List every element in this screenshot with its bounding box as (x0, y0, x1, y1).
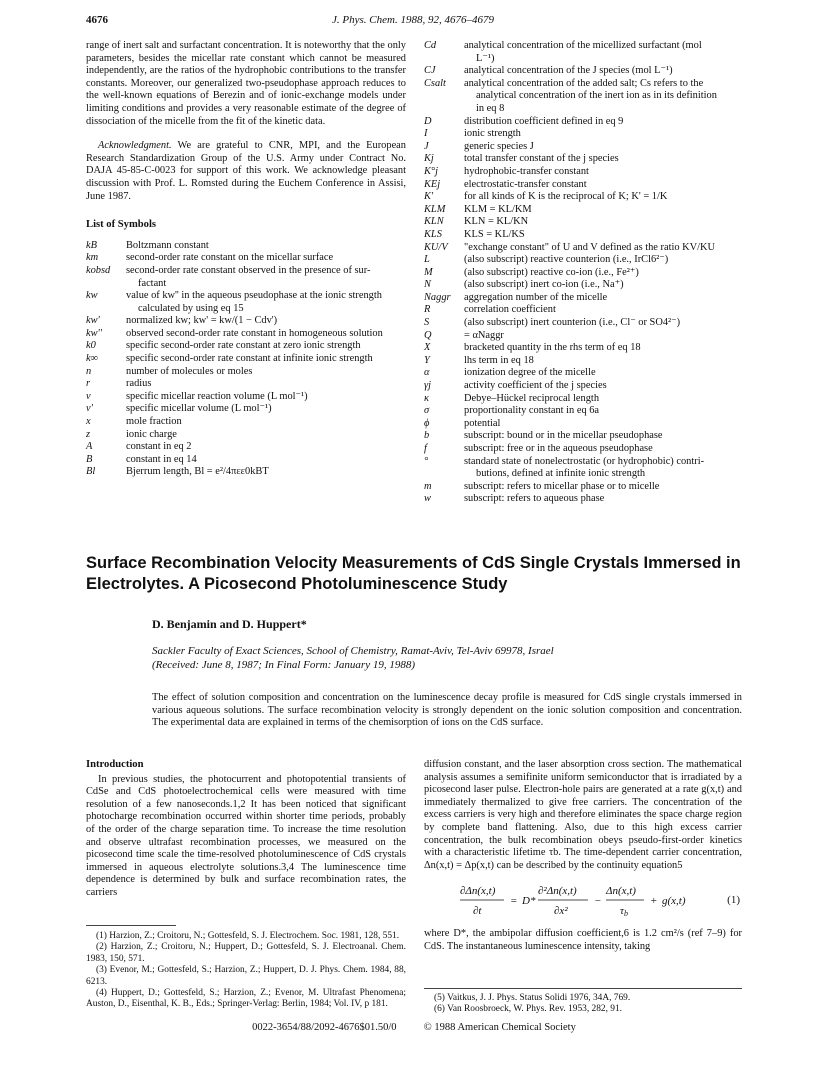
symbol: k∞ (86, 353, 99, 365)
svg-text:τb: τb (620, 905, 628, 918)
symbol: K°j (424, 165, 438, 177)
symbol-entry (424, 279, 742, 292)
running-header (86, 14, 740, 28)
symbol-entry (424, 380, 742, 393)
symbol: L (424, 254, 430, 266)
definition-line: Debye–Hückel reciprocal length (464, 392, 600, 404)
definition-line: value of kw'' in the aqueous pseudophase at the ionic strength (126, 290, 382, 302)
definition-line: (also subscript) inert co-ion (i.e., Na⁺) (464, 279, 624, 291)
symbol: kw'' (86, 327, 102, 339)
symbol: A (86, 441, 93, 453)
symbol-definition (464, 204, 742, 217)
definition-line: lhs term in eq 18 (464, 354, 534, 366)
symbol: ϕ (424, 417, 430, 429)
symbol-entry (424, 229, 742, 242)
definition-line: in eq 8 (476, 102, 505, 114)
symbol-entry (86, 403, 406, 416)
definition-line: KLS = KL/KS (464, 228, 525, 240)
symbol-entry (86, 454, 406, 467)
symbol: Bl (86, 466, 96, 478)
symbol-entry (86, 290, 406, 315)
symbol-entry (86, 441, 406, 454)
symbol-definition (126, 340, 406, 353)
title-line-2: Electrolytes. A Picosecond Photoluminescence Study (86, 575, 508, 593)
symbol-entry (424, 456, 742, 481)
symbol: κ (424, 392, 429, 404)
symbol-entry (424, 141, 742, 154)
symbol-definition (464, 292, 742, 305)
symbol-definition (126, 466, 406, 479)
svg-text:∂Δn(x,t): ∂Δn(x,t) (460, 885, 496, 897)
symbol: n (86, 365, 92, 377)
symbol-definition (464, 380, 742, 393)
definition-line: total transfer constant of the j species (464, 153, 619, 165)
symbol-entry (424, 166, 742, 179)
definition-line: specific micellar reaction volume (L mol⁻¹) (126, 390, 308, 402)
definition-line: (also subscript) inert counterion (i.e., Cl⁻ or SO4²⁻) (464, 317, 681, 329)
symbol: K' (424, 191, 434, 203)
symbol-definition (464, 216, 742, 229)
symbol-entry (424, 267, 742, 280)
symbol: N (424, 279, 431, 291)
symbol-entry (424, 153, 742, 166)
definition-line: specific micellar volume (L mol⁻¹) (126, 403, 272, 415)
symbol: I (424, 128, 428, 140)
svg-text:Δn(x,t): Δn(x,t) (606, 885, 636, 897)
title-line-1: Surface Recombination Velocity Measurements of CdS Single Crystals Immersed in (86, 554, 741, 572)
symbol: Q (424, 329, 432, 341)
affiliation-line: Sackler Faculty of Exact Sciences, School of Chemistry, Ramat-Aviv, Tel-Aviv 69978, Israel (152, 645, 554, 657)
symbol-entry (424, 216, 742, 229)
symbol: Csalt (424, 77, 446, 89)
symbol-entry (424, 430, 742, 443)
symbol-entry (424, 179, 742, 192)
acknowledgment-text: We are grateful to CNR, MPI, and the European Research Standardization Group of the U.S. Army under Contract No. DAJA 45-85-C-0023 for support of this work. We acknowledge pleasant discussion with Prof. L. Romsted during the Euchem Conference in Assisi, June 1987. (86, 140, 406, 202)
definition-line: calculated by using eq 15 (138, 302, 244, 314)
symbol-definition (464, 405, 742, 418)
definition-line: electrostatic-transfer constant (464, 178, 587, 190)
footnotes-right (424, 993, 742, 1016)
symbol: z (86, 428, 91, 440)
symbols-list-right (424, 40, 742, 506)
symbol-entry (424, 204, 742, 217)
symbol: v (86, 390, 91, 402)
definition-line: (also subscript) reactive counterion (i.e., IrCl6²⁻) (464, 254, 669, 266)
definition-line: butions, defined at infinite ionic strength (476, 468, 646, 480)
symbol-entry (424, 405, 742, 418)
definition-line: second-order rate constant observed in the presence of sur- (126, 264, 371, 276)
symbol: x (86, 416, 91, 428)
definition-line: factant (138, 277, 167, 289)
symbol-definition (464, 493, 742, 506)
symbol-definition (126, 391, 406, 404)
symbol-entry (424, 317, 742, 330)
symbol: KLM (424, 203, 446, 215)
symbol: Cd (424, 40, 437, 51)
definition-line: second-order rate constant on the micellar surface (126, 252, 334, 264)
symbol: f (424, 443, 427, 454)
symbol-entry (424, 418, 742, 431)
symbol-entry (424, 443, 742, 456)
svg-text:+: + (650, 895, 658, 907)
symbol-entry (424, 128, 742, 141)
symbol-entry (424, 116, 742, 129)
symbol: kw' (86, 315, 100, 327)
abstract: The effect of solution composition and concentration on the luminescence decay profile is measured for CdS single crystals immersed in various aqueous solutions. The surface recombination velocity is strongly dependent on the ionic solution composition and concentration. The experimental data are explained in terms of the chemisorption of ions on the CdS surface. (152, 692, 742, 729)
definition-line: standard state of nonelectrostatic (or hydrophobic) contri- (464, 455, 705, 467)
symbol: w (424, 493, 431, 505)
definition-line: specific second-order rate constant at infinite ionic strength (126, 353, 373, 365)
symbol: k0 (86, 340, 96, 352)
symbol-definition (464, 229, 742, 242)
definition-line: subscript: refers to aqueous phase (464, 493, 605, 505)
acknowledgment-label: Acknowledgment. (98, 140, 172, 152)
definition-line: ionic strength (464, 128, 521, 140)
symbol-definition (126, 290, 406, 315)
symbol-entry (424, 78, 742, 116)
footnote: (4) Huppert, D.; Gottesfeld, S.; Harzion, Z.; Evenor, M. Ultrafast Phenomena; Auston, D., Eisenthal, K. B., Eds.; Springer-Verlag: Berlin, 1984; Vol. IV, p 181. (86, 988, 406, 1010)
svg-text:g(x,t): g(x,t) (662, 895, 686, 907)
symbol-definition (126, 416, 406, 429)
symbol-definition (126, 328, 406, 341)
symbol-entry (424, 65, 742, 78)
article-left-column (86, 759, 406, 900)
symbol-definition (126, 403, 406, 416)
symbol: KLS (424, 228, 442, 240)
symbol-entry (86, 240, 406, 253)
symbol-entry (424, 304, 742, 317)
definition-line: ionic charge (126, 428, 177, 440)
symbol-definition (126, 240, 406, 253)
symbol-definition (464, 317, 742, 330)
symbol: m (424, 480, 432, 492)
symbol-definition (464, 128, 742, 141)
symbol-entry (424, 493, 742, 506)
symbol-definition (464, 456, 742, 481)
definition-line: ionization degree of the micelle (464, 367, 596, 379)
symbol-definition (464, 65, 742, 78)
footnote: (2) Harzion, Z.; Croitoru, N.; Huppert, D.; Gottesfeld, S. J. Electroanal. Chem. 1983, 150, 571. (86, 942, 406, 964)
definition-line: mole fraction (126, 416, 182, 428)
symbol-definition (464, 279, 742, 292)
symbol-definition (464, 153, 742, 166)
equation-graphic (460, 880, 742, 922)
footnote: (6) Van Roosbroeck, W. Phys. Rev. 1953, 282, 91. (434, 1004, 623, 1015)
symbol: M (424, 266, 433, 278)
symbol-definition (126, 315, 406, 328)
symbol-definition (126, 441, 406, 454)
symbol-entry (86, 429, 406, 442)
affiliation (152, 644, 712, 672)
symbol-entry (86, 252, 406, 265)
footnote: (1) Harzion, Z.; Croitoru, N.; Gottesfeld, S. J. Electrochem. Soc. 1981, 128, 551. (96, 931, 400, 941)
symbol-definition (464, 304, 742, 317)
definition-line: activity coefficient of the j species (464, 380, 607, 392)
symbol-entry (424, 367, 742, 380)
definition-line: subscript: free or in the aqueous pseudophase (464, 443, 653, 454)
symbol-entry (86, 366, 406, 379)
prev-article-left-column (86, 40, 406, 479)
symbol: kw (86, 290, 98, 302)
symbol-entry (86, 378, 406, 391)
symbol: ° (424, 455, 429, 467)
symbol-entry (86, 340, 406, 353)
symbol: X (424, 342, 431, 354)
symbol: v' (86, 403, 93, 415)
symbol: J (424, 140, 429, 152)
definition-line: bracketed quantity in the rhs term of eq 18 (464, 342, 641, 354)
symbol-entry (424, 355, 742, 368)
symbols-list-left (86, 240, 406, 479)
right-paragraph-1: diffusion constant, and the laser absorption cross section. The mathematical analysis assumes a semifinite uniform semiconductor that is irradiated by a picosecond laser pulse. Electron-hole pairs are generated at a rate g(x,t) and immediately thermalized to give free carriers. The concentration of the excess carriers is very high and therefore eliminates the space charge region by complete band flattening. Also, due to this high excess carrier concentration, the bulk recombination obeys pseudo-first-order kinetics with a characteristic lifetime τb. The time-dependent carrier concentration, Δn(x,t) = Δp(x,t) can be described by the continuity equation5 (424, 759, 742, 871)
symbol-definition (464, 418, 742, 431)
definition-line: (also subscript) reactive co-ion (i.e., Fe²⁺) (464, 266, 639, 278)
symbol-entry (424, 40, 742, 65)
symbol-definition (464, 430, 742, 443)
symbol: kB (86, 239, 97, 251)
definition-line: KLN = KL/KN (464, 216, 529, 228)
definition-line: subscript: refers to micellar phase or to micelle (464, 480, 660, 492)
svg-text:∂x²: ∂x² (554, 905, 568, 917)
symbol-definition (126, 366, 406, 379)
definition-line: constant in eq 2 (126, 441, 192, 453)
definition-line: Boltzmann constant (126, 239, 209, 251)
article-code: 0022-3654/88/2092-4676$01.50/0 (252, 1022, 397, 1033)
symbol-definition (126, 429, 406, 442)
definition-line: L⁻¹) (476, 52, 495, 64)
symbol-definition (464, 242, 742, 255)
symbol-entry (86, 328, 406, 341)
symbol: γj (424, 380, 431, 392)
symbol-definition (126, 252, 406, 265)
definition-line: potential (464, 417, 501, 429)
symbol-definition (464, 393, 742, 406)
svg-text:∂t: ∂t (473, 905, 482, 917)
symbol-definition (464, 443, 742, 456)
definition-line: KLM = KL/KM (464, 203, 532, 215)
svg-text:=: = (510, 895, 518, 907)
symbol: Naggr (424, 291, 451, 303)
continuity-equation (460, 880, 742, 922)
definition-line: analytical concentration of the J species (mol L⁻¹) (464, 65, 673, 77)
definition-line: for all kinds of K is the reciprocal of K; K' = 1/K (464, 191, 668, 203)
received-dates: (Received: June 8, 1987; In Final Form: January 19, 1988) (152, 659, 416, 671)
symbol: σ (424, 405, 430, 417)
symbol-definition (464, 367, 742, 380)
introduction-heading: Introduction (86, 759, 144, 770)
symbol-definition (464, 355, 742, 368)
symbol-definition (126, 353, 406, 366)
symbol: km (86, 252, 99, 264)
symbol: kobsd (86, 264, 111, 276)
definition-line: correlation coefficient (464, 304, 556, 316)
symbol-entry (424, 242, 742, 255)
definition-line: analytical concentration of the inert ion as in its definition (476, 90, 717, 102)
definition-line: generic species J (464, 140, 534, 152)
footnotes-left (86, 931, 406, 1011)
symbol: R (424, 304, 431, 316)
symbol-definition (464, 166, 742, 179)
symbol: D (424, 115, 432, 127)
definition-line: observed second-order rate constant in homogeneous solution (126, 327, 383, 339)
page-number: 4676 (86, 14, 108, 26)
symbols-heading: List of Symbols (86, 219, 157, 231)
symbol-definition (126, 454, 406, 467)
definition-line: Bjerrum length, Bl = e²/4πεε0kBT (126, 466, 269, 478)
definition-line: "exchange constant" of U and V defined as the ratio KV/KU (464, 241, 716, 253)
definition-line: distribution coefficient defined in eq 9 (464, 115, 624, 127)
symbol: KEj (424, 178, 441, 190)
footnote-rule-right (424, 988, 742, 989)
symbol: KU/V (424, 241, 448, 253)
symbol-entry (86, 265, 406, 290)
symbol-entry (86, 391, 406, 404)
equation-number: (1) (727, 894, 740, 906)
symbol-entry (424, 254, 742, 267)
symbol: α (424, 367, 430, 379)
symbol: CJ (424, 65, 436, 77)
definition-line: hydrophobic-transfer constant (464, 165, 589, 177)
symbol-definition (464, 141, 742, 154)
svg-text:−: − (594, 895, 602, 907)
definition-line: = αNaggr (464, 329, 504, 341)
symbol: S (424, 317, 430, 329)
symbol-definition (464, 267, 742, 280)
definition-line: analytical concentration of the added salt; Cs refers to the (464, 77, 704, 89)
symbol-definition (464, 342, 742, 355)
symbol-definition (464, 330, 742, 343)
symbol: r (86, 378, 91, 390)
acknowledgment (86, 140, 406, 203)
symbol-entry (424, 481, 742, 494)
right-paragraph-2: where D*, the ambipolar diffusion coefficient,6 is 1.2 cm²/s (ref 7–9) for CdS. The instantaneous luminescence intensity, taking (424, 928, 742, 952)
symbol-entry (86, 353, 406, 366)
definition-line: normalized kw; kw' = kw/(1 − Cdv') (126, 315, 278, 327)
symbol-definition (464, 116, 742, 129)
symbol-definition (464, 254, 742, 267)
article-title (86, 553, 742, 595)
symbol-entry (86, 416, 406, 429)
introduction-paragraph: In previous studies, the photocurrent and photopotential transients of CdSe and CdS photoelectrochemical cells were measured with time resolution of a few nanoseconds.1,2 It has been noticed that significant photocharge recombination occurred within shorter time periods, probably of the order of the charge separation time. To increase the time resolution and observe ultrafast recombination processes, we measured on the picosecond time scale the time-resolved photoluminescence of CdS crystals immersed in aqueous electrolyte solutions.3,4 The luminescence time dependence is determined by bulk and surface recombination rates, the carriers (86, 773, 406, 898)
copyright: © 1988 American Chemical Society (423, 1022, 576, 1033)
symbol-entry (424, 393, 742, 406)
journal-citation: J. Phys. Chem. 1988, 92, 4676–4679 (332, 14, 494, 26)
symbol-definition (464, 191, 742, 204)
definition-line: proportionality constant in eq 6a (464, 405, 600, 417)
closing-paragraph: range of inert salt and surfactant concentration. It is noteworthy that the only parameters, besides the micellar rate constant which cannot be measured independently, are the ratios of the hydrophobic contributions to the transfer constants. Moreover, our generalized two-pseudophase approach reduces to the well-known equations of Berezin and of ionic-exchange models under limiting conditions and provides a very reasonable estimate of the degree of dissociation of the micelle from the fit of the kinetic data. (86, 40, 406, 127)
symbol-entry (424, 292, 742, 305)
definition-line: specific second-order rate constant at zero ionic strength (126, 340, 361, 352)
definition-line: radius (126, 378, 152, 390)
symbol-definition (126, 265, 406, 290)
symbol-definition (126, 378, 406, 391)
svg-text:∂²Δn(x,t): ∂²Δn(x,t) (538, 885, 577, 897)
symbol-definition (464, 179, 742, 192)
definition-line: aggregation number of the micelle (464, 291, 608, 303)
svg-text:D*: D* (522, 895, 536, 907)
footnote-rule-left (86, 925, 176, 926)
symbol-entry (86, 315, 406, 328)
symbol-entry (424, 191, 742, 204)
definition-line: analytical concentration of the micellized surfactant (mol (464, 40, 702, 51)
symbol: Y (424, 354, 430, 366)
symbol-definition (464, 78, 742, 116)
symbol: B (86, 453, 93, 465)
symbol: Kj (424, 153, 434, 165)
symbol: b (424, 430, 430, 442)
symbol: KLN (424, 216, 444, 228)
symbol-entry (424, 330, 742, 343)
page-footer (86, 1022, 742, 1035)
authors: D. Benjamin and D. Huppert* (152, 617, 307, 631)
symbol-definition (464, 40, 742, 65)
symbol-entry (424, 342, 742, 355)
article-right-column (424, 759, 742, 872)
prev-article-right-column (424, 40, 742, 506)
footnote: (3) Evenor, M.; Gottesfeld, S.; Harzion, Z.; Huppert, D. J. Phys. Chem. 1984, 88, 6213. (86, 965, 406, 987)
symbol-entry (86, 466, 406, 479)
symbol-definition (464, 481, 742, 494)
definition-line: number of molecules or moles (126, 365, 253, 377)
definition-line: subscript: bound or in the micellar pseudophase (464, 430, 663, 442)
definition-line: constant in eq 14 (126, 453, 197, 465)
footnote: (5) Vaitkus, J. J. Phys. Status Solidi 1976, 34A, 769. (434, 993, 631, 1003)
